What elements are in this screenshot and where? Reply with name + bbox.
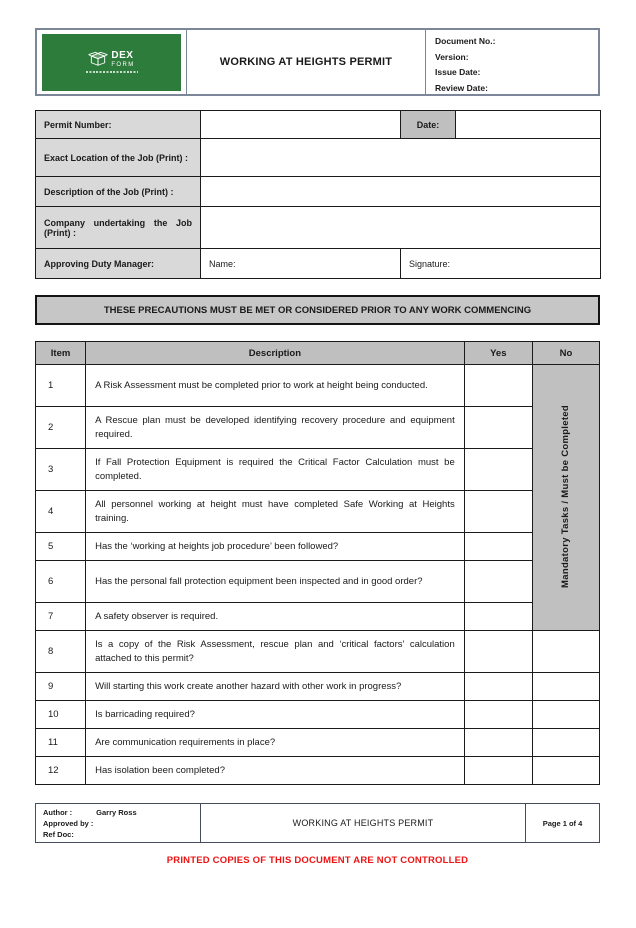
yes-cell-11[interactable] (464, 729, 532, 757)
logo-line-2: FORM (111, 61, 135, 68)
item-number: 10 (36, 701, 86, 729)
item-number: 1 (36, 365, 86, 407)
company-label: Company undertaking the Job (Print) : (36, 207, 201, 249)
checklist-row-7 (36, 603, 600, 631)
item-description: Has the personal fall protection equipment been inspected and in good order? (86, 561, 465, 603)
author-label: Author : (43, 808, 73, 817)
dexform-logo (42, 34, 181, 91)
item-description: All personnel working at height must have completed Safe Working at Heights training. (86, 491, 465, 533)
item-number: 8 (36, 631, 86, 673)
mandatory-tasks-label: Mandatory Tasks / Must be Completed (560, 404, 572, 588)
logo-cell (37, 30, 187, 94)
yes-column-header: Yes (464, 342, 532, 365)
item-description: Will starting this work create another hazard with other work in progress? (86, 673, 465, 701)
item-description: Has isolation been completed? (86, 757, 465, 785)
item-number: 2 (36, 407, 86, 449)
yes-cell-3[interactable] (464, 449, 532, 491)
item-number: 7 (36, 603, 86, 631)
checklist-row-3 (36, 449, 600, 491)
checklist-row-5 (36, 533, 600, 561)
page-number: Page 1 of 4 (542, 818, 583, 828)
logo-line-1: DEX (111, 49, 134, 61)
manager-signature-input[interactable]: Signature: (401, 249, 601, 279)
precautions-banner: THESE PRECAUTIONS MUST BE MET OR CONSIDERED PRIOR TO ANY WORK COMMENCING (35, 295, 600, 325)
yes-cell-8[interactable] (464, 631, 532, 673)
item-description: If Fall Protection Equipment is required the Critical Factor Calculation must be completed. (86, 449, 465, 491)
ref-doc-label: Ref Doc: (43, 830, 74, 839)
yes-cell-9[interactable] (464, 673, 532, 701)
yes-cell-1[interactable] (464, 365, 532, 407)
checklist-row-11 (36, 729, 600, 757)
no-cell-9[interactable] (532, 673, 599, 701)
item-number: 12 (36, 757, 86, 785)
item-description: Is a copy of the Risk Assessment, rescue plan and ‘critical factors’ calculation attached to this permit? (86, 631, 465, 673)
no-cell-8[interactable] (532, 631, 599, 673)
yes-cell-12[interactable] (464, 757, 532, 785)
item-description: Has the ‘working at heights job procedure’ been followed? (86, 533, 465, 561)
item-number: 3 (36, 449, 86, 491)
yes-cell-2[interactable] (464, 407, 532, 449)
item-number: 5 (36, 533, 86, 561)
checklist-row-8 (36, 631, 600, 673)
document-footer (35, 803, 600, 843)
checklist-row-4 (36, 491, 600, 533)
checklist-header-row (36, 342, 600, 365)
no-cell-12[interactable] (532, 757, 599, 785)
job-description-input[interactable] (201, 177, 601, 207)
permit-number-label: Permit Number: (36, 111, 201, 139)
item-description: A Rescue plan must be developed identifying recovery procedure and equipment required. (86, 407, 465, 449)
item-description: A safety observer is required. (86, 603, 465, 631)
footer-title: WORKING AT HEIGHTS PERMIT (201, 804, 526, 842)
uncontrolled-copy-warning: PRINTED COPIES OF THIS DOCUMENT ARE NOT CONTROLLED (166, 855, 469, 866)
version-label: Version: (435, 51, 469, 62)
job-description-label: Description of the Job (Print) : (36, 177, 201, 207)
no-cell-11[interactable] (532, 729, 599, 757)
footer-meta (36, 804, 201, 842)
date-label: Date: (401, 111, 456, 139)
location-label: Exact Location of the Job (Print) : (36, 139, 201, 177)
approving-manager-label: Approving Duty Manager: (36, 249, 201, 279)
item-description: Are communication requirements in place? (86, 729, 465, 757)
date-input[interactable] (456, 111, 601, 139)
checklist-row-10 (36, 701, 600, 729)
checklist-row-2 (36, 407, 600, 449)
permit-details-table (35, 110, 601, 279)
logo-tagline (86, 71, 138, 74)
approved-by-label: Approved by : (43, 819, 94, 828)
item-column-header: Item (36, 342, 86, 365)
permit-number-input[interactable] (201, 111, 401, 139)
document-header (35, 28, 600, 96)
yes-cell-5[interactable] (464, 533, 532, 561)
no-column-header: No (532, 342, 599, 365)
item-number: 11 (36, 729, 86, 757)
location-input[interactable] (201, 139, 601, 177)
checklist-row-12 (36, 757, 600, 785)
checklist-row-1 (36, 365, 600, 407)
page-title: WORKING AT HEIGHTS PERMIT (187, 30, 426, 94)
yes-cell-4[interactable] (464, 491, 532, 533)
item-number: 9 (36, 673, 86, 701)
no-cell-10[interactable] (532, 701, 599, 729)
issue-date-label: Issue Date: (435, 67, 481, 77)
review-date-label: Review Date: (435, 82, 488, 93)
item-description: A Risk Assessment must be completed prior to work at height being conducted. (86, 365, 465, 407)
checklist-row-6 (36, 561, 600, 603)
cube-icon (88, 51, 108, 67)
yes-cell-10[interactable] (464, 701, 532, 729)
precautions-checklist-table (35, 341, 600, 785)
item-number: 4 (36, 491, 86, 533)
manager-name-input[interactable]: Name: (201, 249, 401, 279)
logo-text (111, 51, 134, 68)
mandatory-tasks-cell (532, 365, 599, 631)
company-input[interactable] (201, 207, 601, 249)
document-info-box (426, 30, 598, 94)
document-no-label: Document No.: (435, 36, 496, 46)
yes-cell-6[interactable] (464, 561, 532, 603)
yes-cell-7[interactable] (464, 603, 532, 631)
description-column-header: Description (86, 342, 465, 365)
author-value: Garry Ross (96, 808, 137, 817)
item-description: Is barricading required? (86, 701, 465, 729)
checklist-row-9 (36, 673, 600, 701)
document-page (35, 28, 600, 866)
item-number: 6 (36, 561, 86, 603)
